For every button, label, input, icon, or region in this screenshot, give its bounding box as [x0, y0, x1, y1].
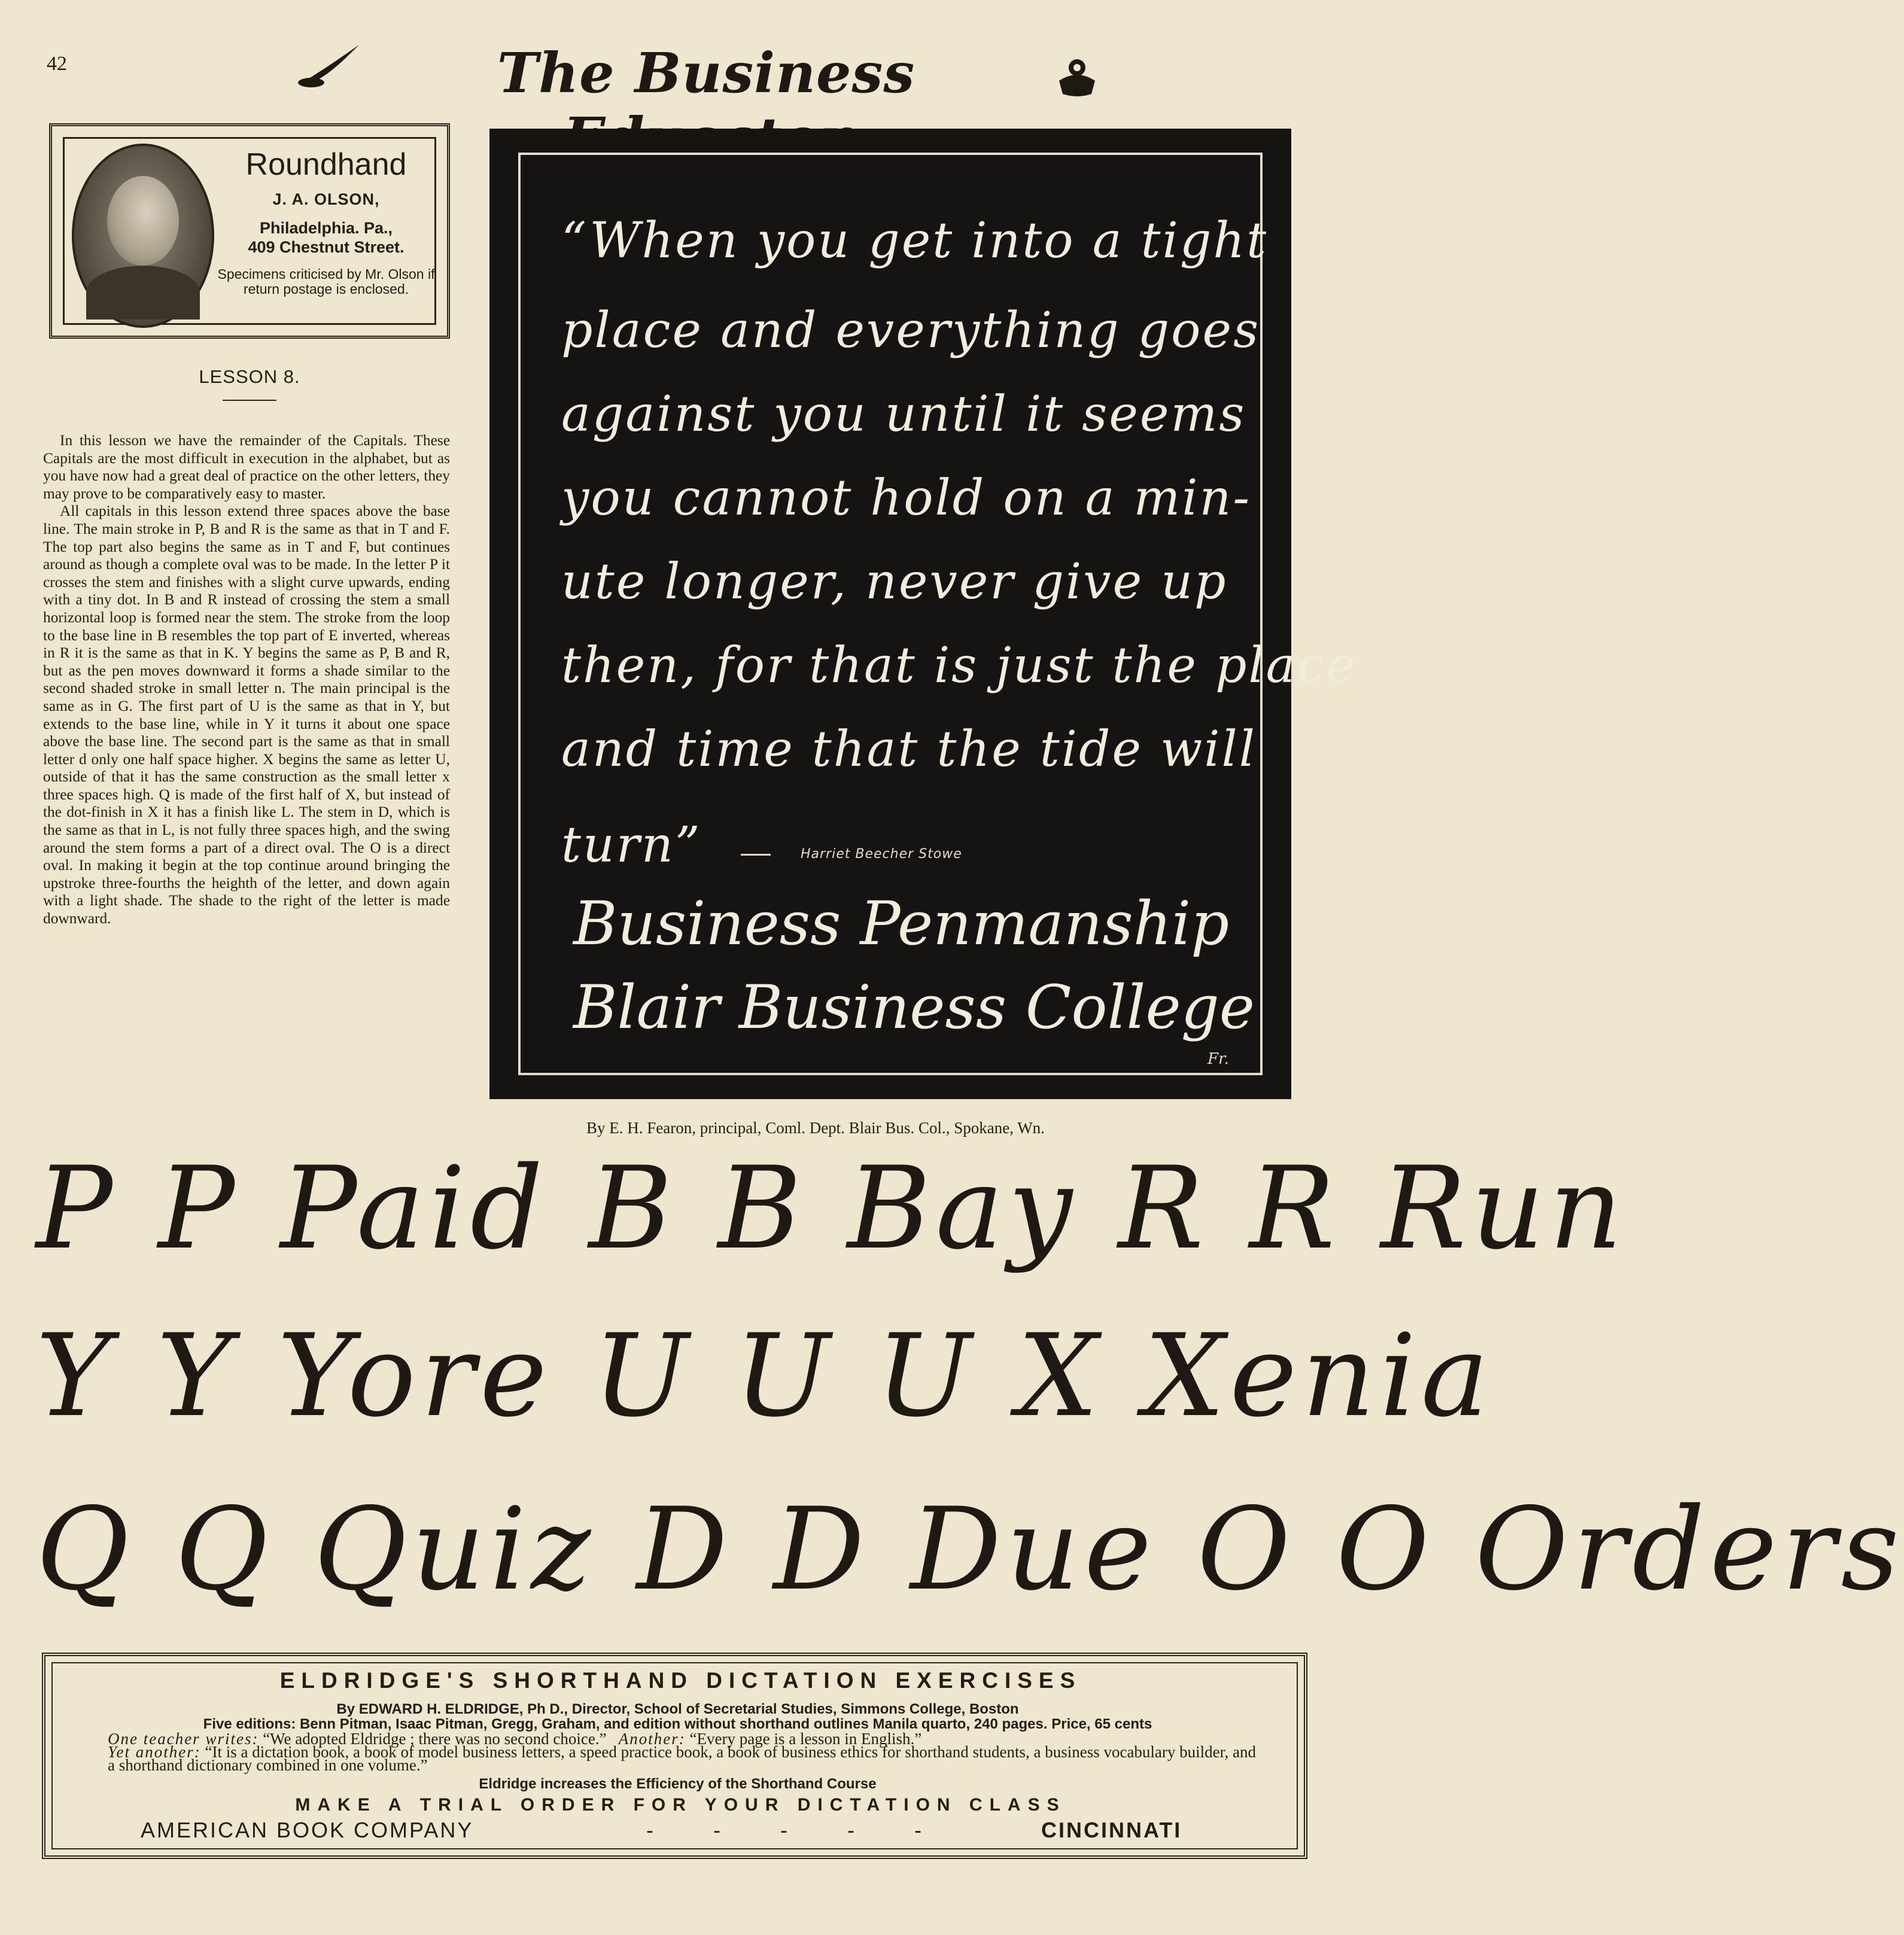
ad-quote-text: “Every page is a lesson in English.”: [689, 1730, 922, 1748]
ad-city: CINCINNATI: [1041, 1818, 1182, 1842]
page-number: 42: [47, 53, 67, 75]
criticism-note: Specimens criticised by Mr. Olson if return postage is enclosed.: [217, 266, 435, 297]
ad-call-to-action: MAKE A TRIAL ORDER FOR YOUR DICTATION CLASS: [295, 1795, 1066, 1815]
lesson-paragraph: In this lesson we have the remainder of the Capitals. These Capitals are the most difficult in execution in the alphabet, but as you have now had a great deal of practice on the other letters, they may prove to be comparatively easy to master.: [43, 432, 450, 502]
author-street: 409 Chestnut Street.: [248, 238, 404, 256]
specimen-row-pbr: P P Paid B B Bay R R Run: [36, 1142, 1628, 1274]
lesson-heading: LESSON 8.: [199, 366, 300, 387]
quote-line: then, for that is just the place: [561, 637, 1358, 694]
quill-pen-icon: [293, 42, 365, 90]
quote-attribution: Harriet Beecher Stowe: [801, 847, 962, 862]
lesson-body: [43, 432, 450, 928]
lesson-divider: [223, 400, 276, 401]
ad-publisher: AMERICAN BOOK COMPANY: [141, 1818, 474, 1842]
portrait-photo: [72, 144, 214, 328]
ad-quote-label: Another:: [618, 1730, 686, 1748]
masthead-title: The Business: [497, 41, 915, 105]
masthead: [0, 36, 1370, 108]
ad-tagline: Eldridge increases the Efficiency of the Shorthand Course: [479, 1776, 877, 1792]
author-name: J. A. OLSON,: [272, 190, 380, 208]
ad-quote-label: Yet another:: [108, 1743, 201, 1761]
quote-line: ute longer, never give up: [561, 553, 1228, 610]
penmanship-card: [489, 129, 1358, 1099]
lesson-paragraph: All capitals in this lesson extend three spaces above the base line. The main stroke in P, B and R is the same as that in T and F. The top part also begins the same as in T and F, but continues around as though a complete oval was to be made. In the letter P it crosses the stem and finishes with a slight curve upwards, ending with a tiny dot. In B and R instead of crossing the stem a small horizontal loop is formed near the stem. The stroke from the loop to the base line in B resembles the top part of E inverted, whereas in R it is the same as that in K. Y begins the same as P, B and R, but as the pen moves downward it forms a shade similar to the second shaded stroke in small letter n. The main principal is the same as in G. The first part of U is the same as that in Y, but extends to the base line, while in Y it turns it about one space above the base line. The second part is the same as that in small letter d only one half space higher. X begins the same as letter U, outside of that it has the same construction as the small letter x three spaces high. Q is made of the first half of X, but instead of the dot-finish in X it has a finish like L. The stem in D, which is the same as that in L, is not fully three spaces high, and the swing around the stem forms a part of a direct oval. The O is a direct oval. In making it begin at the top continue around bringing the upstroke three-fourths the heighth of the letter, and down again with a light shade. The shade to the right of the letter is made downward.: [43, 503, 450, 927]
quote-line: against you until it seems: [561, 386, 1246, 443]
author-city: Philadelphia. Pa.,: [259, 219, 393, 237]
ad-quote-label: One teacher writes:: [108, 1730, 259, 1748]
ad-title: ELDRIDGE'S SHORTHAND DICTATION EXERCISES: [279, 1668, 1082, 1693]
ad-quote-text: “We adopted Eldridge ; there was no second choice.”: [263, 1730, 607, 1748]
ad-separator: - - - - -: [646, 1818, 921, 1842]
quote-line: you cannot hold on a min-: [561, 470, 1252, 527]
quote-line: place and everything goes: [561, 302, 1261, 359]
roundhand-title: Roundhand: [245, 147, 407, 182]
ad-testimonials: [108, 1732, 1263, 1772]
card-business-penmanship: Business Penmanship: [573, 889, 1230, 959]
quote-line: turn”: [561, 817, 702, 874]
quote-line: and time that the tide will: [561, 721, 1257, 778]
emblem-icon: [1053, 57, 1101, 99]
ad-editions-line: Five editions: Benn Pitman, Isaac Pitman, Gregg, Graham, and edition without shorthand outlines Manila quarto, 240 pages. Price, 65 cents: [203, 1716, 1152, 1732]
specimen-row-qdo: Q Q Quiz D D Due O O Orders: [36, 1483, 1904, 1615]
ad-author-line: By EDWARD H. ELDRIDGE, Ph D., Director, School of Secretarial Studies, Simmons College, Boston: [336, 1701, 1019, 1717]
card-caption: By E. H. Fearon, principal, Coml. Dept. Blair Bus. Col., Spokane, Wn.: [586, 1119, 1045, 1137]
specimen-row-yux: Y Y Yore U U U X Xenia: [36, 1310, 1494, 1442]
quote-line: “When you get into a tight: [561, 212, 1269, 269]
card-college-name: Blair Business College: [573, 972, 1255, 1042]
ad-quote-text: “It is a dictation book, a book of model business letters, a speed practice book, a book of business ethics for shorthand students, a business vocabulary builder, and a shorthand dictionary combined in one volume.”: [108, 1743, 1257, 1774]
card-signature: Fr.: [1208, 1050, 1229, 1068]
attribution-dash: [741, 854, 771, 856]
